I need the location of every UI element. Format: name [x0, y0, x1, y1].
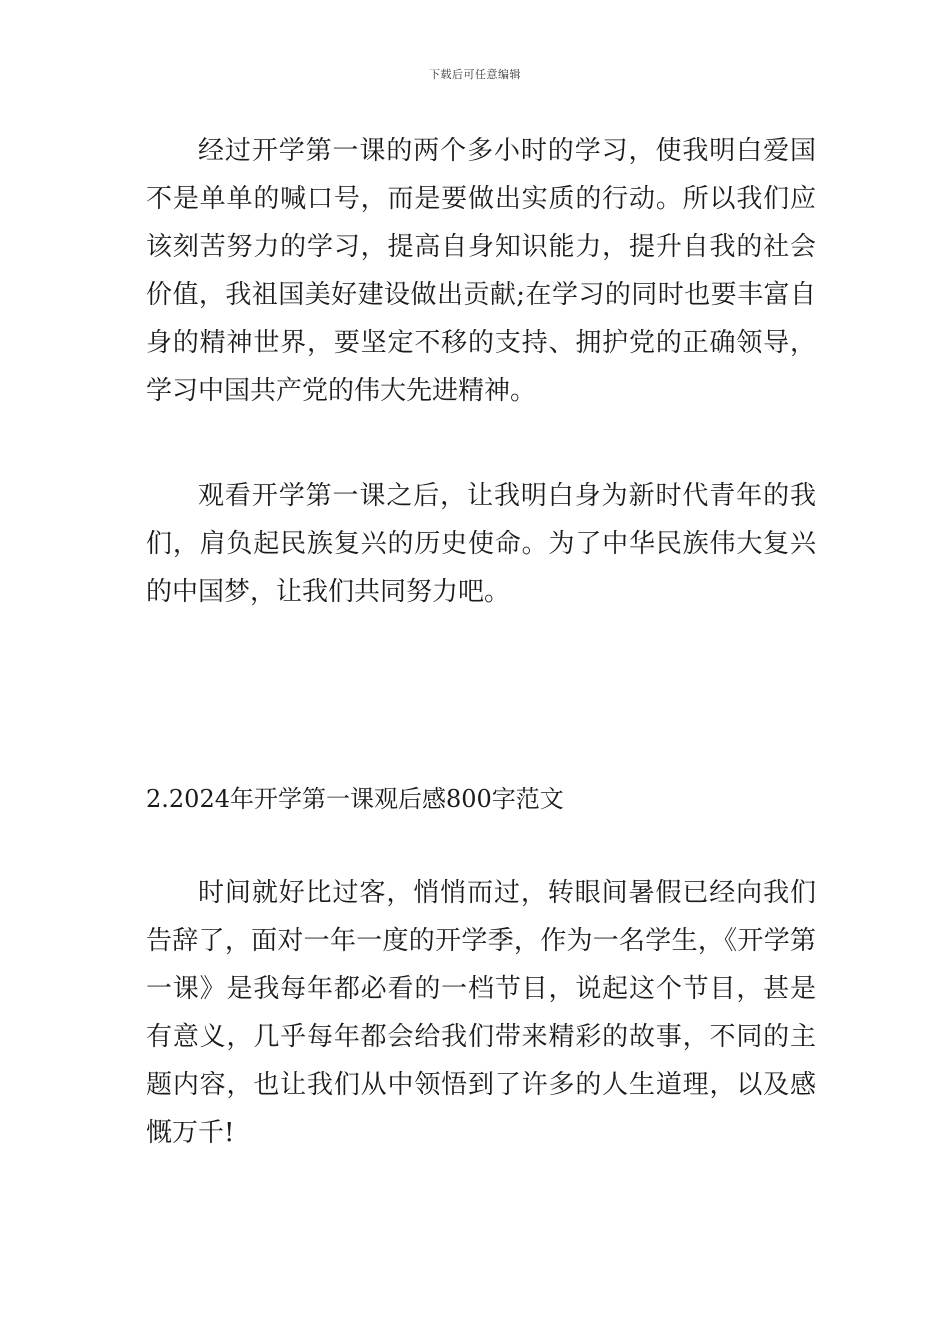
- paragraph-3: 时间就好比过客，悄悄而过，转眼间暑假已经向我们告辞了，面对一年一度的开学季，作为一名学生，《开学第一课》是我每年都必看的一档节目，说起这个节目，甚是有意义，几乎每年都会给我们带来精彩的故事，不同的主题内容，也让我们从中领悟到了许多的人生道理，以及感慨万千!: [146, 878, 816, 1148]
- paragraph-1: 经过开学第一课的两个多小时的学习，使我明白爱国不是单单的喊口号，而是要做出实质的行动。所以我们应该刻苦努力的学习，提高自身知识能力，提升自我的社会价值，我祖国美好建设做出贡献;在学习的同时也要丰富自身的精神世界，要坚定不移的支持、拥护党的正确领导，学习中国共产党的伟大先进精神。: [146, 136, 816, 406]
- section-heading: 2.2024年开学第一课观后感800字范文: [146, 785, 564, 813]
- paragraph-2: 观看开学第一课之后，让我明白身为新时代青年的我们，肩负起民族复兴的历史使命。为了中华民族伟大复兴的中国梦，让我们共同努力吧。: [146, 481, 816, 607]
- page-header-note: 下载后可任意编辑: [429, 68, 521, 81]
